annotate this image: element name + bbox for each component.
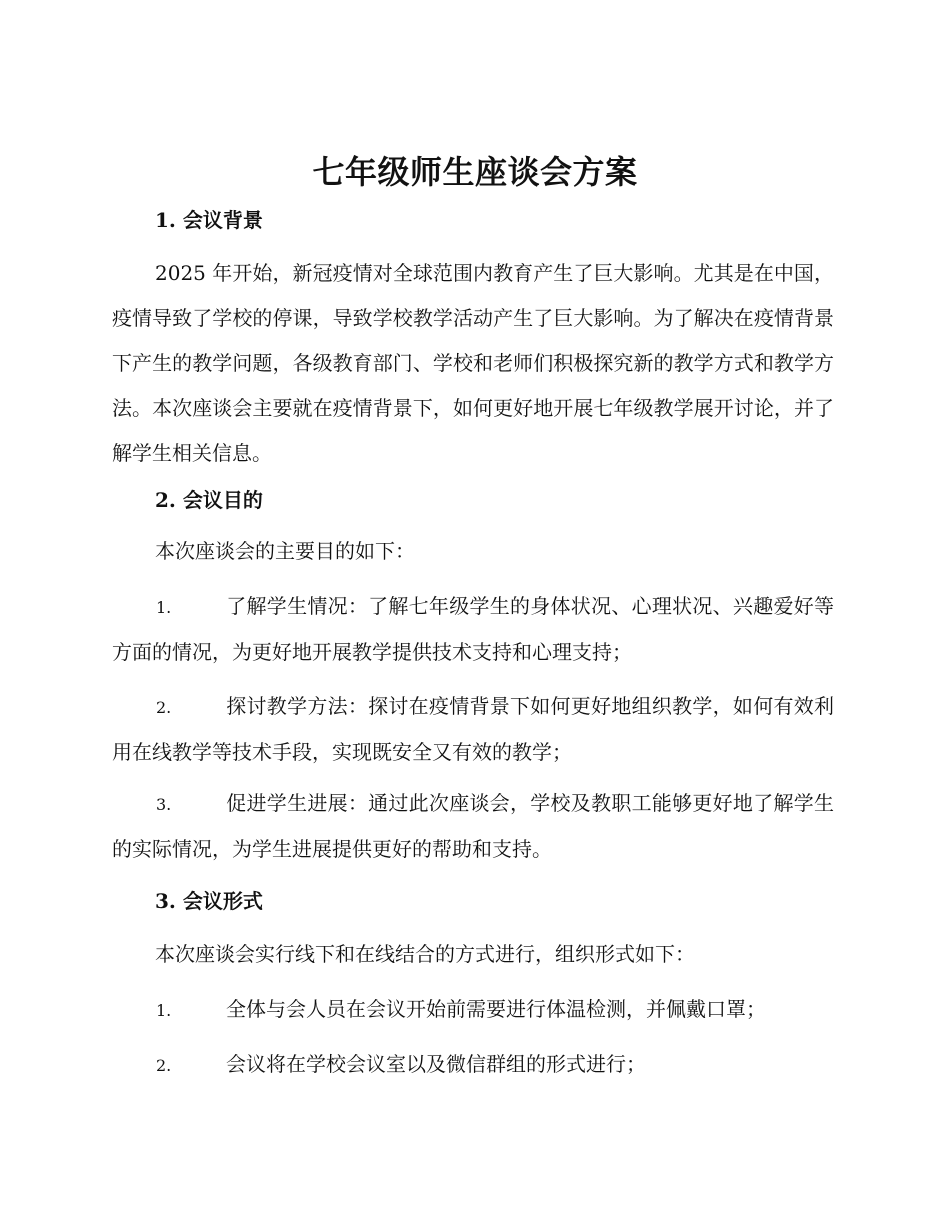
purpose-intro: 本次座谈会的主要目的如下： [155, 539, 415, 563]
purpose-list-item [112, 684, 834, 775]
section-heading-purpose: 2. 会议目的 [155, 488, 263, 512]
format-list-item [112, 987, 834, 1033]
format-intro: 本次座谈会实行线下和在线结合的方式进行，组织形式如下： [155, 942, 695, 966]
list-item-number: 2. [156, 698, 172, 717]
background-paragraph: 2025 年开始，新冠疫情对全球范围内教育产生了巨大影响。尤其是在中国，疫情导致了学校的停课，导致学校教学活动产生了巨大影响。为了解决在疫情背景下产生的教学问题，各级教育部门、学校和老师们积极探究新的教学方式和教学方法。本次座谈会主要就在疫情背景下，如何更好地开展七年级教学展开讨论，并了解学生相关信息。 [112, 261, 834, 465]
list-item-number: 2. [156, 1056, 172, 1075]
page-title: 七年级师生座谈会方案 [312, 153, 638, 191]
section-heading-background: 1. 会议背景 [155, 208, 263, 232]
list-item-text: 会议将在学校会议室以及微信群组的形式进行； [226, 1052, 646, 1076]
purpose-list-item [112, 781, 834, 872]
list-item-text: 全体与会人员在会议开始前需要进行体温检测，并佩戴口罩； [226, 997, 766, 1021]
section-heading-format: 3. 会议形式 [155, 889, 263, 913]
format-list-item [112, 1042, 834, 1088]
list-item-text: 促进学生进展：通过此次座谈会，学校及教职工能够更好地了解学生的实际情况，为学生进展提供更好的帮助和支持。 [112, 791, 834, 861]
list-item-number: 3. [156, 795, 172, 814]
list-item-number: 1. [156, 1001, 172, 1020]
list-item-text: 了解学生情况：了解七年级学生的身体状况、心理状况、兴趣爱好等方面的情况，为更好地开展教学提供技术支持和心理支持； [112, 594, 834, 664]
purpose-list-item [112, 584, 834, 675]
list-item-number: 1. [156, 598, 172, 617]
list-item-text: 探讨教学方法：探讨在疫情背景下如何更好地组织教学，如何有效利用在线教学等技术手段，实现既安全又有效的教学； [112, 694, 834, 764]
